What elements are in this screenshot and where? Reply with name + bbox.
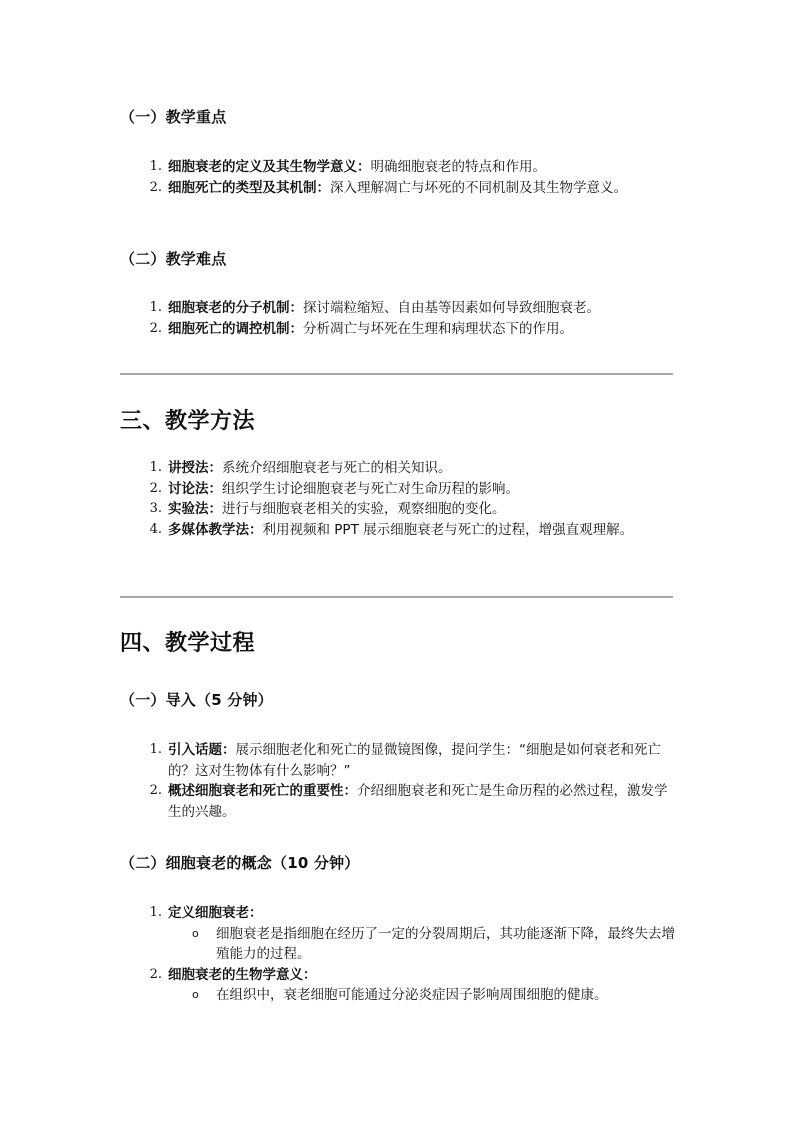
concept-list xyxy=(140,903,680,1006)
focus-heading: （一）教学重点 xyxy=(120,108,227,126)
list-item: 2. 细胞死亡的调控机制：分析凋亡与坏死在生理和病理状态下的作用。 xyxy=(149,320,573,337)
concept-heading: （二）细胞衰老的概念（10 分钟） xyxy=(120,854,360,872)
methods-title: 三、教学方法 xyxy=(120,409,256,434)
list-item: 2. 概述细胞衰老和死亡的重要性：介绍细胞衰老和死亡是生命历程的必然过程，激发学生的兴趣。 xyxy=(149,783,668,820)
sub-list-item: o 细胞衰老是指细胞在经历了一定的分裂周期后，其功能逐渐下降，最终失去增殖能力的过程。 xyxy=(192,925,675,962)
focus-list xyxy=(140,157,680,198)
intro-heading: （一）导入（5 分钟） xyxy=(120,691,273,709)
list-item: 1. 细胞衰老的分子机制：探讨端粒缩短、自由基等因素如何导致细胞衰老。 xyxy=(149,300,600,316)
difficulty-heading: （二）教学难点 xyxy=(120,250,227,268)
sub-list xyxy=(188,985,688,1006)
methods-list xyxy=(140,458,680,540)
list-item: 1. 定义细胞衰老： o 细胞衰老是指细胞在经历了一定的分裂周期后，其功能逐渐下降，最终失去增殖能力的过程。 xyxy=(140,903,680,965)
sub-list xyxy=(188,924,688,965)
difficulty-list xyxy=(140,298,680,339)
list-item: 1. 细胞衰老的定义及其生物学意义：明确细胞衰老的特点和作用。 xyxy=(149,159,546,175)
list-item: 4. 多媒体教学法：利用视频和 PPT 展示细胞衰老与死亡的过程，增强直观理解。 xyxy=(149,521,634,538)
bullet-icon: o xyxy=(192,988,199,1001)
intro-list xyxy=(140,740,680,822)
list-item: 1. 讲授法：系统介绍细胞衰老与死亡的相关知识。 xyxy=(149,460,452,476)
list-item: 2. 讨论法：组织学生讨论细胞衰老与死亡对生命历程的影响。 xyxy=(149,480,519,497)
section-divider xyxy=(120,596,673,598)
list-item: 3. 实验法：进行与细胞衰老相关的实验，观察细胞的变化。 xyxy=(149,501,506,517)
list-item: 2. 细胞衰老的生物学意义： o 在组织中，衰老细胞可能通过分泌炎症因子影响周围细胞的健康。 xyxy=(140,965,680,1006)
list-item: 2. 细胞死亡的类型及其机制：深入理解凋亡与坏死的不同机制及其生物学意义。 xyxy=(149,179,627,196)
section-divider xyxy=(120,373,673,375)
sub-list-item: o 在组织中，衰老细胞可能通过分泌炎症因子影响周围细胞的健康。 xyxy=(188,985,688,1006)
process-title: 四、教学过程 xyxy=(120,631,256,656)
bullet-icon: o xyxy=(192,926,199,940)
list-item: 1. 引入话题：展示细胞老化和死亡的显微镜图像，提问学生：“细胞是如何衰老和死亡的？这对生物体有什么影响？” xyxy=(149,742,661,779)
